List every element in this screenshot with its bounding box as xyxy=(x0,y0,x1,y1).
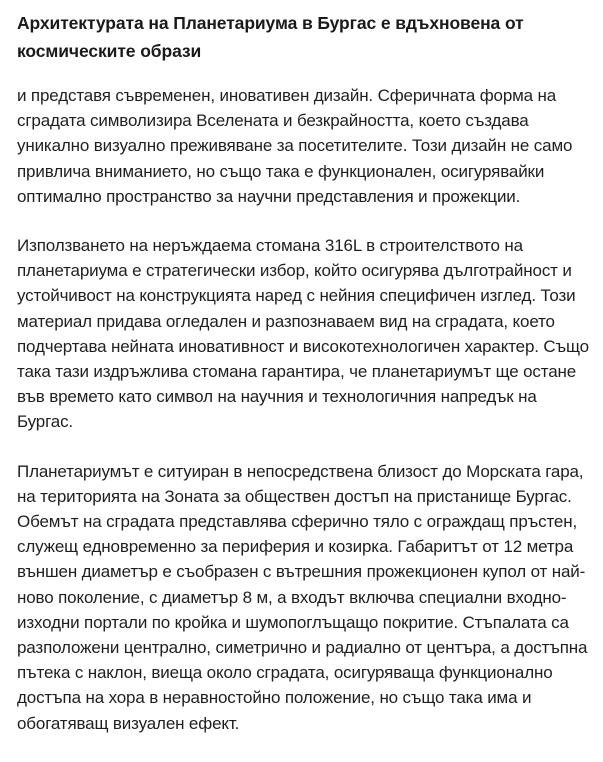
paragraph-location: Планетариумът е ситуиран в непосредствена близост до Морската гара, на територията на Зоната за обществен достъп на пристанище Бургас. Обемът на сградата представлява сферично тяло с ограждащ пръстен, служещ едновременно за периферия и козирка. Габаритът от 12 метра външен диаметър е съобразен с вътрешния прожекционен купол от най-ново поколение, с диаметър 8 м, а входът включва специални входно-изходни портали по кройка и шумопоглъщащо покритие. Стъпалата са разположени централно, симетрично и радиално от центъра, а достъпна пътека с наклон, виеща около сградата, осигуряваща функционално достъпа на хора в неравностойно положение, но също така има и обогатяващ визуален ефект. xyxy=(17,461,588,733)
article-title: Архитектурата на Планетариума в Бургас е вдъхновена от космическите образи xyxy=(17,13,524,61)
paragraph-materials: Използването на неръждаема стомана 316L в строителството на планетариума е стратегически избор, който осигурява дълготрайност и устойчивост на конструкцията наред с нейния специфичен изглед. Този материал придава огледален и разпознаваем вид на сградата, което подчертава нейната иновативност и високотехнологичен характер. Също така тази издръжлива стомана гарантира, че планетариумът ще остане във времето като символ на научния и технологичния напредък на Бургас. xyxy=(17,236,589,432)
paragraph-design: и представя съвременен, иновативен дизайн. Сферичната форма на сградата символизира Вселената и безкрайността, което създава уникално визуално преживяване за посетителите. Този дизайн не само привлича вниманието, но също така е функционален, осигурявайки оптимално пространство за научни представления и прожекции. xyxy=(17,86,573,206)
